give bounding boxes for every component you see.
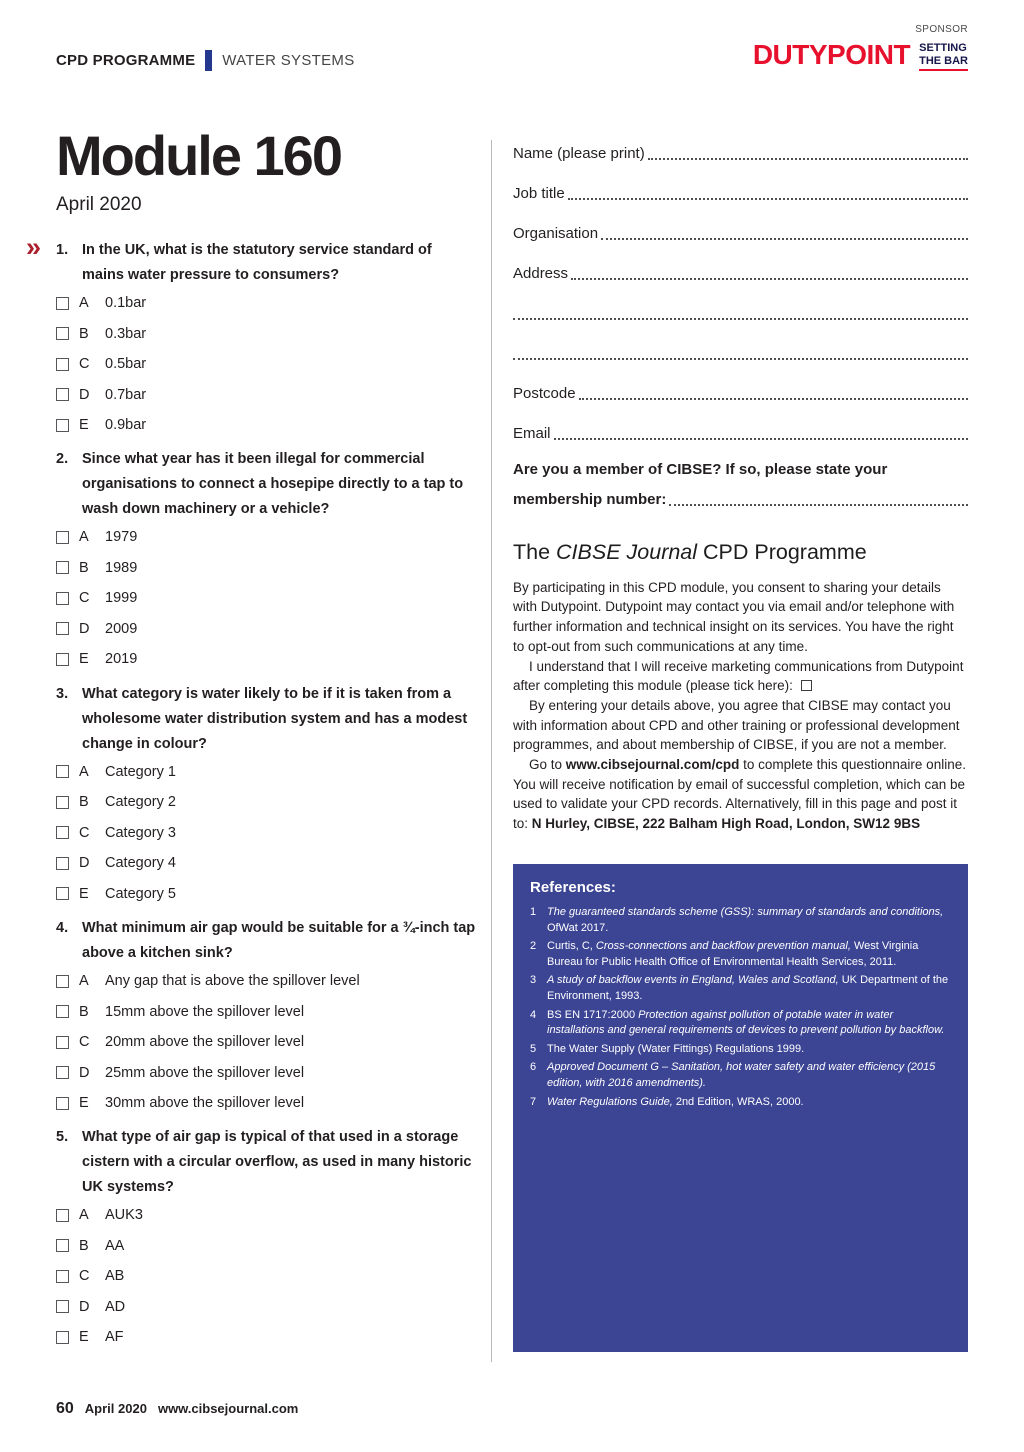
option-label: 2019 bbox=[105, 651, 138, 668]
dotted-line bbox=[648, 158, 968, 160]
option-checkbox[interactable] bbox=[56, 388, 69, 401]
question bbox=[56, 447, 476, 674]
option-label: 0.9bar bbox=[105, 417, 147, 434]
reference-text bbox=[547, 1008, 951, 1039]
option-row[interactable] bbox=[56, 1292, 476, 1323]
cpd-paragraph bbox=[513, 696, 968, 755]
option-label: AD bbox=[105, 1298, 126, 1315]
option-row[interactable] bbox=[56, 288, 476, 319]
option-checkbox[interactable] bbox=[56, 561, 69, 574]
text-segment: By entering your details above, you agree that CIBSE may contact you with information about CPD and other training or professional development programmes, and about membership of CIBSE, if you are not a member. bbox=[513, 697, 960, 753]
option-label: Category 5 bbox=[105, 885, 176, 902]
option-checkbox[interactable] bbox=[56, 1331, 69, 1344]
option-row[interactable] bbox=[56, 1261, 476, 1292]
option-checkbox[interactable] bbox=[56, 796, 69, 809]
option-letter: D bbox=[79, 620, 90, 637]
question-text: What minimum air gap would be suitable for a ¾-inch tap above a kitchen sink? bbox=[82, 920, 476, 961]
question-head bbox=[56, 238, 476, 288]
option-letter: A bbox=[79, 529, 89, 546]
option-letter: C bbox=[79, 590, 90, 607]
option-letter: D bbox=[79, 386, 90, 403]
text-segment: N Hurley, CIBSE, 222 Balham High Road, London, SW12 9BS bbox=[531, 816, 921, 832]
option-letter: A bbox=[79, 763, 89, 780]
question-list bbox=[56, 238, 476, 1353]
tagline-line1: SETTING bbox=[919, 42, 967, 54]
form-field-label: Postcode bbox=[513, 385, 576, 403]
reference-number: 5 bbox=[530, 1042, 537, 1055]
option-letter: B bbox=[79, 1237, 89, 1254]
references-list bbox=[530, 905, 951, 1110]
option-row[interactable] bbox=[56, 614, 476, 645]
option-label: 2009 bbox=[105, 620, 138, 637]
option-checkbox[interactable] bbox=[56, 297, 69, 310]
cpd-paragraph bbox=[513, 755, 968, 834]
references-box bbox=[513, 864, 968, 1352]
form-field-label: Name (please print) bbox=[513, 145, 645, 163]
form-field-label: Job title bbox=[513, 185, 565, 203]
question-head bbox=[56, 1125, 476, 1200]
option-row[interactable] bbox=[56, 410, 476, 441]
option-label: Category 3 bbox=[105, 824, 176, 841]
question-text: What type of air gap is typical of that used in a storage cistern with a circular overflow, as used in many historic UK systems? bbox=[82, 1129, 472, 1196]
option-row[interactable] bbox=[56, 1322, 476, 1353]
option-letter: B bbox=[79, 325, 89, 342]
cpd-programme-heading bbox=[513, 540, 968, 565]
heading-journal-name: CIBSE Journal bbox=[556, 539, 698, 564]
option-checkbox[interactable] bbox=[56, 1300, 69, 1313]
option-checkbox[interactable] bbox=[56, 1066, 69, 1079]
cpd-programme-label: CPD PROGRAMME bbox=[56, 52, 196, 69]
option-letter: D bbox=[79, 1298, 90, 1315]
text-segment: 2nd Edition, WRAS, 2000. bbox=[672, 1095, 804, 1108]
question-number: 3. bbox=[56, 685, 69, 702]
reference-text bbox=[547, 939, 951, 970]
option-label: 20mm above the spillover level bbox=[105, 1034, 305, 1051]
option-label: AB bbox=[105, 1268, 125, 1285]
option-letter: C bbox=[79, 1034, 90, 1051]
option-checkbox[interactable] bbox=[56, 1005, 69, 1018]
module-title: Module 160 bbox=[56, 124, 341, 187]
option-label: 1999 bbox=[105, 590, 138, 607]
text-segment: A study of backflow events in England, Wales and Scotland, bbox=[547, 974, 839, 987]
option-row[interactable] bbox=[56, 379, 476, 410]
text-segment: BS EN 1717:2000 bbox=[547, 1008, 639, 1021]
option-letter: A bbox=[79, 973, 89, 990]
reference-item bbox=[530, 1008, 951, 1039]
option-checkbox[interactable] bbox=[56, 419, 69, 432]
option-letter: D bbox=[79, 1064, 90, 1081]
option-row[interactable] bbox=[56, 318, 476, 349]
option-letter: E bbox=[79, 651, 89, 668]
dotted-line bbox=[571, 278, 968, 280]
topic-label: WATER SYSTEMS bbox=[222, 52, 355, 69]
sponsor-label: SPONSOR bbox=[915, 24, 968, 35]
text-segment: The Water Supply (Water Fittings) Regulations 1999. bbox=[547, 1042, 805, 1055]
footer-website: www.cibsejournal.com bbox=[157, 1401, 299, 1416]
question-text: In the UK, what is the statutory service standard of mains water pressure to consumers? bbox=[82, 242, 432, 283]
column-divider bbox=[491, 140, 492, 1362]
form-field-row bbox=[513, 404, 968, 444]
option-row[interactable] bbox=[56, 1200, 476, 1231]
reference-number: 2 bbox=[530, 940, 537, 953]
option-checkbox[interactable] bbox=[56, 857, 69, 870]
option-row[interactable] bbox=[56, 996, 476, 1027]
question-number: 1. bbox=[56, 242, 69, 258]
option-checkbox[interactable] bbox=[56, 327, 69, 340]
dotted-line bbox=[579, 398, 968, 400]
questions-column bbox=[56, 112, 476, 1362]
option-letter: E bbox=[79, 885, 89, 902]
reference-text bbox=[547, 973, 951, 1004]
option-label: 0.3bar bbox=[105, 325, 147, 342]
heading-pre: The bbox=[513, 539, 557, 564]
option-checkbox[interactable] bbox=[56, 653, 69, 666]
option-label: Category 4 bbox=[105, 855, 176, 872]
option-checkbox[interactable] bbox=[56, 1239, 69, 1252]
option-label: 1989 bbox=[105, 559, 138, 576]
membership-question-line2 bbox=[513, 491, 968, 510]
membership-number-label: membership number: bbox=[513, 491, 667, 508]
dotted-line bbox=[554, 438, 968, 440]
dotted-line bbox=[513, 318, 968, 320]
dotted-line bbox=[601, 238, 968, 240]
option-row[interactable] bbox=[56, 1027, 476, 1058]
option-label: AF bbox=[105, 1329, 124, 1346]
option-checkbox[interactable] bbox=[56, 765, 69, 778]
option-letter: D bbox=[79, 855, 90, 872]
text-segment: Cross-connections and backflow prevention manual, bbox=[595, 940, 851, 953]
option-checkbox[interactable] bbox=[56, 826, 69, 839]
brand-bar bbox=[205, 50, 212, 71]
form-field-row bbox=[513, 364, 968, 404]
contact-form bbox=[513, 124, 968, 444]
option-checkbox[interactable] bbox=[56, 887, 69, 900]
form-field-row bbox=[513, 204, 968, 244]
option-checkbox[interactable] bbox=[56, 358, 69, 371]
dotted-line bbox=[669, 504, 968, 506]
option-row[interactable] bbox=[56, 1231, 476, 1262]
option-row[interactable] bbox=[56, 553, 476, 584]
text-segment: West Virginia Bureau for Public Health Office of Environmental Health Services, 2011. bbox=[547, 940, 919, 968]
option-checkbox[interactable] bbox=[56, 1270, 69, 1283]
option-checkbox[interactable] bbox=[56, 622, 69, 635]
text-segment: Approved Document G – Sanitation, hot water safety and water efficiency (2015 edition, with 2016 amendments). bbox=[547, 1061, 936, 1089]
text-segment: Go to bbox=[529, 757, 566, 773]
option-row[interactable] bbox=[56, 644, 476, 675]
reference-number: 4 bbox=[530, 1008, 537, 1021]
cpd-programme-text bbox=[513, 578, 968, 834]
sponsor-logo bbox=[752, 39, 968, 71]
reference-number: 3 bbox=[530, 974, 537, 987]
option-row[interactable] bbox=[56, 818, 476, 849]
brand-strip bbox=[56, 50, 355, 71]
reference-number: 6 bbox=[530, 1061, 537, 1074]
option-row[interactable] bbox=[56, 1057, 476, 1088]
form-field-row bbox=[513, 124, 968, 164]
dotted-line bbox=[568, 198, 968, 200]
text-segment: Water Regulations Guide, bbox=[547, 1095, 673, 1108]
option-label: AA bbox=[105, 1237, 125, 1254]
text-segment: Protection against pollution of potable water in water installations and general requirements of devices to prevent pollution by backflow. bbox=[547, 1008, 945, 1037]
option-checkbox[interactable] bbox=[56, 592, 69, 605]
reference-text bbox=[547, 905, 951, 936]
reference-number: 7 bbox=[530, 1095, 537, 1108]
option-checkbox[interactable] bbox=[56, 1036, 69, 1049]
reference-item bbox=[530, 1095, 951, 1111]
option-label: AUK3 bbox=[105, 1207, 143, 1224]
option-label: Category 2 bbox=[105, 794, 176, 811]
option-row[interactable] bbox=[56, 522, 476, 553]
option-label: 25mm above the spillover level bbox=[105, 1064, 305, 1081]
form-field-row bbox=[513, 244, 968, 284]
reference-item bbox=[530, 1042, 951, 1058]
question-head bbox=[56, 916, 476, 966]
option-row[interactable] bbox=[56, 966, 476, 997]
option-label: 0.5bar bbox=[105, 356, 147, 373]
question bbox=[56, 1125, 476, 1352]
option-letter: B bbox=[79, 559, 89, 576]
option-label: Category 1 bbox=[105, 763, 176, 780]
tagline-line2: THE BAR bbox=[919, 55, 968, 71]
form-column bbox=[513, 112, 968, 1362]
text-segment: I understand that I will receive marketing communications from Dutypoint after completing this module (please tick here): bbox=[513, 658, 964, 694]
heading-post: CPD Programme bbox=[697, 539, 867, 564]
option-row[interactable] bbox=[56, 349, 476, 380]
text-segment: By participating in this CPD module, you consent to sharing your details with Dutypoint. Dutypoint may contact you via email and/or telephone with further information and technical insight on its services. You have the right to opt-out from such communications at any time. bbox=[513, 579, 955, 654]
footer-page-number: 60 bbox=[56, 1400, 74, 1417]
sponsor-tagline bbox=[919, 42, 968, 71]
option-letter: E bbox=[79, 417, 89, 434]
text-segment: to complete this questionnaire online. You will receive notification by email of successful completion, which can be used to validate your CPD records. Alternatively, fill in this page and post it to: bbox=[513, 757, 966, 832]
top-bar bbox=[0, 0, 1024, 112]
footer-date: April 2020 bbox=[84, 1401, 147, 1416]
reference-text bbox=[547, 1060, 951, 1091]
reference-text bbox=[547, 1095, 951, 1111]
text-segment: The guaranteed standards scheme (GSS): summary of standards and conditions, bbox=[547, 905, 944, 918]
option-label: 1979 bbox=[105, 529, 138, 546]
option-label: 30mm above the spillover level bbox=[105, 1095, 305, 1112]
form-field-label: Email bbox=[513, 425, 551, 443]
option-letter: A bbox=[79, 1207, 89, 1224]
option-label: Any gap that is above the spillover level bbox=[105, 973, 360, 990]
cpd-paragraph bbox=[513, 578, 968, 657]
reference-item bbox=[530, 1060, 951, 1091]
membership-question bbox=[513, 458, 968, 510]
option-letter: E bbox=[79, 1095, 89, 1112]
option-letter: B bbox=[79, 794, 89, 811]
question bbox=[56, 916, 476, 1118]
question-text: Since what year has it been illegal for commercial organisations to connect a hosepipe directly to a tap to wash down machinery or a vehicle? bbox=[82, 451, 464, 518]
text-segment: OfWat 2017. bbox=[547, 921, 609, 934]
form-field-label: Address bbox=[513, 265, 569, 283]
option-label: 15mm above the spillover level bbox=[105, 1003, 305, 1020]
option-letter: C bbox=[79, 824, 90, 841]
question-number: 2. bbox=[56, 451, 69, 468]
reference-number: 1 bbox=[530, 905, 537, 918]
option-row[interactable] bbox=[56, 848, 476, 879]
option-row[interactable] bbox=[56, 1088, 476, 1119]
option-letter: A bbox=[79, 295, 89, 312]
reference-text bbox=[547, 1042, 951, 1058]
module-date: April 2020 bbox=[56, 194, 142, 215]
question bbox=[56, 238, 476, 440]
form-field-row bbox=[513, 164, 968, 204]
sponsor-block bbox=[753, 24, 968, 71]
option-row[interactable] bbox=[56, 879, 476, 910]
option-checkbox[interactable] bbox=[56, 531, 69, 544]
form-field-label: Organisation bbox=[513, 225, 599, 243]
question-number: 5. bbox=[56, 1129, 69, 1146]
question-head bbox=[56, 447, 476, 522]
tick-checkbox[interactable] bbox=[801, 680, 812, 691]
dotted-line bbox=[513, 358, 968, 360]
option-row[interactable] bbox=[56, 787, 476, 818]
references-heading: References: bbox=[530, 878, 616, 896]
question-number: 4. bbox=[56, 920, 69, 936]
text-segment: www.cibsejournal.com/cpd bbox=[565, 757, 740, 773]
form-extra-line bbox=[513, 284, 968, 324]
chevron-icon: » bbox=[26, 232, 42, 262]
membership-question-line1: Are you a member of CIBSE? If so, please state your bbox=[513, 461, 888, 478]
question-text: What category is water likely to be if it is taken from a wholesome water distribution system and has a modest change in colour? bbox=[82, 685, 468, 752]
text-segment: Curtis, C, bbox=[547, 940, 596, 953]
text-segment: UK Department of the Environment, 1993. bbox=[547, 974, 949, 1002]
question bbox=[56, 682, 476, 909]
reference-item bbox=[530, 939, 951, 970]
option-letter: C bbox=[79, 1268, 90, 1285]
option-label: 0.1bar bbox=[105, 295, 147, 312]
option-letter: C bbox=[79, 356, 90, 373]
option-letter: B bbox=[79, 1003, 89, 1020]
content-columns bbox=[0, 112, 1024, 1362]
option-row[interactable] bbox=[56, 583, 476, 614]
option-label: 0.7bar bbox=[105, 386, 147, 403]
cpd-paragraph bbox=[513, 657, 968, 696]
option-checkbox[interactable] bbox=[56, 1209, 69, 1222]
option-row[interactable] bbox=[56, 757, 476, 788]
option-checkbox[interactable] bbox=[56, 975, 69, 988]
option-checkbox[interactable] bbox=[56, 1097, 69, 1110]
form-extra-line bbox=[513, 324, 968, 364]
dutypoint-logo: DUTYPOINT bbox=[752, 39, 911, 70]
reference-item bbox=[530, 973, 951, 1004]
option-letter: E bbox=[79, 1329, 89, 1346]
page-footer bbox=[56, 1400, 298, 1418]
question-head bbox=[56, 682, 476, 757]
reference-item bbox=[530, 905, 951, 936]
